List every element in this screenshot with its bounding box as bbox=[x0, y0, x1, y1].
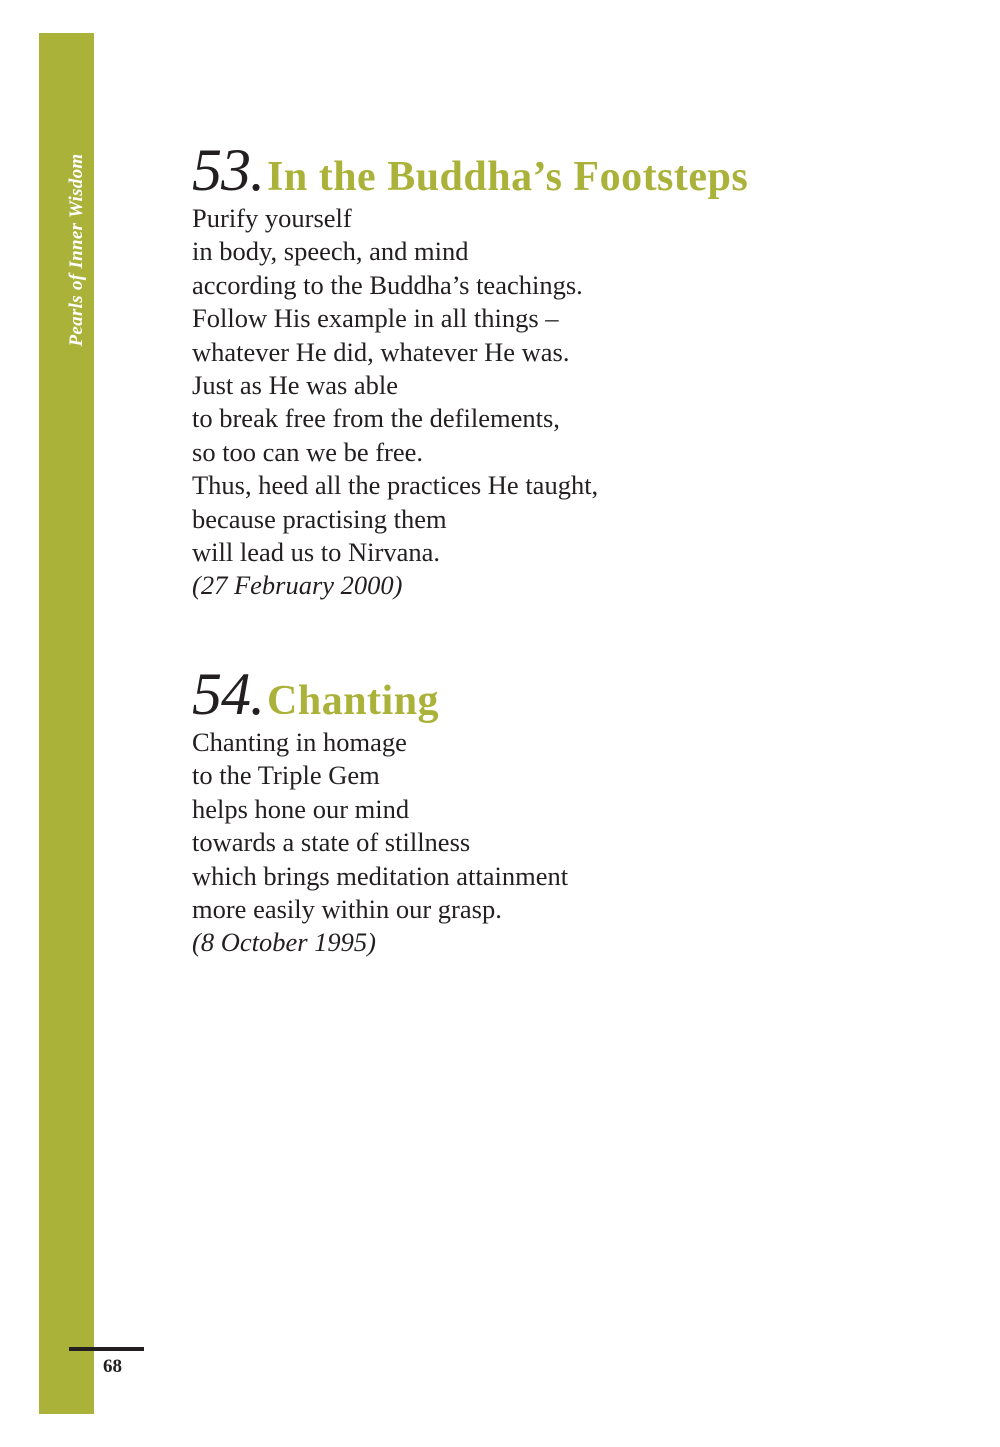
section-54 bbox=[192, 661, 569, 960]
section-title: In the Buddha’s Footsteps bbox=[267, 154, 749, 200]
section-heading bbox=[192, 661, 568, 727]
verse-line: whatever He did, whatever He was. bbox=[192, 336, 570, 367]
verse-line: so too can we be free. bbox=[192, 436, 424, 467]
verse-line: because practising them bbox=[192, 503, 447, 534]
section-heading bbox=[192, 137, 749, 203]
section-number: 54. bbox=[192, 661, 264, 727]
section-53 bbox=[192, 137, 749, 603]
verse-line: Purify yourself bbox=[192, 203, 352, 233]
page-number-rule bbox=[69, 1347, 144, 1351]
verse-line: helps hone our mind bbox=[192, 793, 410, 824]
section-title: Chanting bbox=[267, 678, 440, 724]
running-title: Pearls of Inner Wisdom bbox=[66, 153, 87, 347]
verse-line: Follow His example in all things – bbox=[192, 303, 559, 334]
verse-line: towards a state of stillness bbox=[192, 827, 471, 858]
page-number: 68 bbox=[103, 1356, 122, 1377]
verse-line: which brings meditation attainment bbox=[192, 860, 569, 891]
verse-line: to the Triple Gem bbox=[192, 760, 380, 791]
verse bbox=[192, 202, 748, 569]
verse bbox=[192, 726, 568, 926]
verse-date: (27 February 2000) bbox=[192, 570, 403, 601]
verse-line: Thus, heed all the practices He taught, bbox=[192, 470, 599, 501]
verse-date: (8 October 1995) bbox=[192, 927, 376, 958]
verse-line: Chanting in homage bbox=[192, 727, 407, 757]
section-number: 53. bbox=[192, 137, 264, 203]
verse-line: will lead us to Nirvana. bbox=[192, 537, 441, 568]
verse-line: more easily within our grasp. bbox=[192, 894, 502, 925]
verse-line: according to the Buddha’s teachings. bbox=[192, 269, 583, 300]
verse-line: Just as He was able bbox=[192, 370, 399, 401]
verse-line: to break free from the defilements, bbox=[192, 403, 560, 434]
verse-line: in body, speech, and mind bbox=[192, 236, 469, 267]
